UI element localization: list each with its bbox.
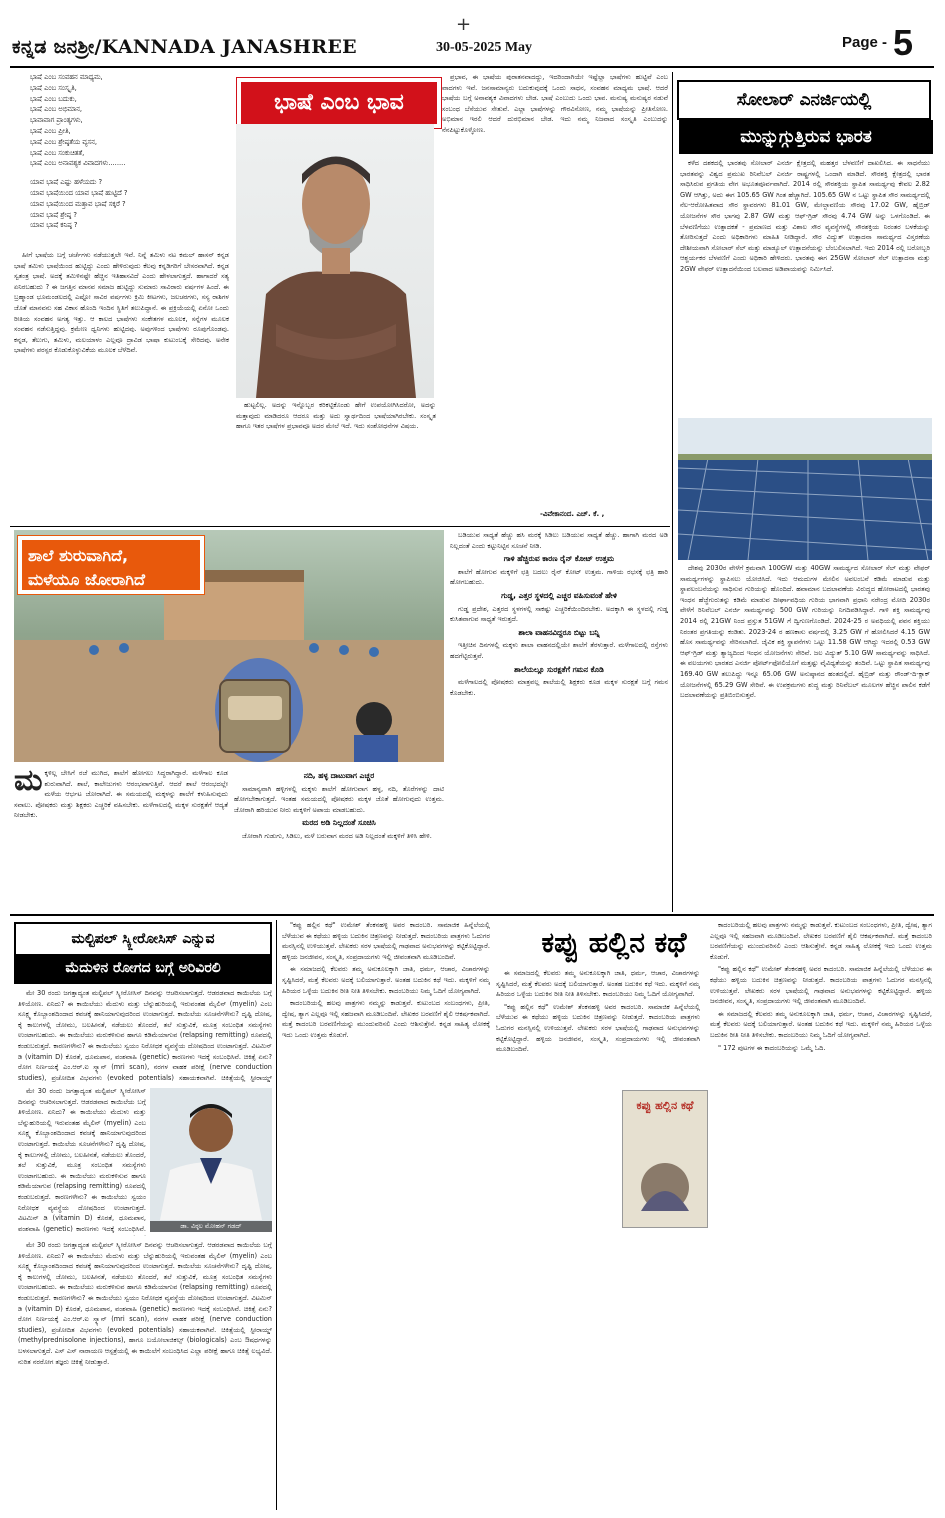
subheading: ಗಾಳಿ ಹೆಚ್ಚಿರುವ ಕಾರಣ ರೈನ್ ಕೋಟ್ ಉತ್ತಮ <box>503 554 615 564</box>
body-text: ಈ ಸಮಾಜದಲ್ಲಿ ಕೆಲವರು ತಮ್ಮ ಅನುಕೂಲಕ್ಕಾಗಿ ಜಾತಿ, ಧರ್ಮ, ಆಚಾರ, ವಿಚಾರಗಳನ್ನು ಸೃಷ್ಟಿಸಿದರೆ, ಮತ್ತೆ ಕೆಲವರು ಅದಕ್ಕೆ ಬಲಿಯಾಗುತ್ತಾರೆ. ಅಂತಹ ಬದುಕಿನ ಕಥೆ ಇದು. ಮಕ್ಕಳಿಗೆ ನಮ್ಮ ಹಿರಿಯರ ಒಳ್ಳೆಯ ಬದುಕಿನ ರೀತಿ ನೀತಿ ತಿಳಿಸಬೇಕು. ಕಾದಂಬರಿಯು ನಿಮ್ಮ ಓದಿಗೆ ಯೋಗ್ಯವಾಗಿದೆ. <box>496 969 700 999</box>
headline-line: ಮೆದುಳಿನ ರೋಗದ ಬಗ್ಗೆ ಅರಿವಿರಲಿ <box>16 954 270 982</box>
poem <box>30 72 230 242</box>
body-text: ಮೇ 30 ರಂದು ಜಗತ್ತಾದ್ಯಂತ ಮಲ್ಟಿಪಲ್ ಸ್ಕ್ಲೀರೋಸಿಸ್ ದಿನವನ್ನು ಆಚರಿಸಲಾಗುತ್ತದೆ. ಆಡರಡವಾದ ಕಾಯಿಲೆಯ ಬಗ್ಗೆ ತಿಳಿಯೋಣ. ಏನಿದು? ಈ ಕಾಯಿಲೆಯು ಮೆದುಳು ಮತ್ತು ಬೆನ್ನುಹುರಿಯಲ್ಲಿ ಇರುವಂತಹ ಮೈಲಿನ್ (myelin) ಎಂಬ ಸೂಕ್ಷ್ಮ ಕೊಬ್ಬಾಂಶದಿಂದಾದ ಕವಚಕ್ಕೆ ಹಾನಿಯಾಗುವುದರಿಂದ ಉಂಟಾಗುತ್ತದೆ. ಕಾಯಿಲೆಯ ಸೂಚನೆಗಳೇನು? ದೃಷ್ಟಿ ದೋಷ, ಕೈ ಕಾಲುಗಳಲ್ಲಿ ಜೋಮು, ಬಲಹೀನತೆ, ನಡೆಯಲು ತೊಂದರೆ, ತಲೆ ಸುತ್ತುವಿಕೆ, ಮೂತ್ರ ಸಂಬಂಧಿತ ಸಮಸ್ಯೆಗಳು ಉಂಟಾಗಬಹುದು. ಈ ಕಾಯಿಲೆಯು ಮರುಕಳಿಸುವ ಹಾಗೂ ಕಡಿಮೆಯಾಗುವ (relapsing remitting) ರೂಪದಲ್ಲಿ ಕಂಡುಬರುತ್ತದೆ. ಕಾರಣಗಳೇನು? ಈ ಕಾಯಿಲೆಯು ಸ್ವಯಂ ನಿರೋಧಕ ವ್ಯವಸ್ಥೆಯ ದೋಷದಿಂದ ಉಂಟಾಗುತ್ತದೆ. ವಿಟಮಿನ್ ಡಿ (vitamin D) ಕೊರತೆ, ಧೂಮಪಾನ, ವಂಶವಾಹಿ (genetic) ಕಾರಣಗಳು ಇದಕ್ಕೆ ಸಂಬಂಧಿಸಿವೆ. ಚಿಕಿತ್ಸೆ ಏನು? ರೋಗ ನಿರ್ಣಯಕ್ಕೆ ಎಂ.ಆರ್.ಐ ಸ್ಕ್ಯಾನ್ (mri scan), ನರಗಳ ವಾಹಕ ಪರೀಕ್ಷೆ (nerve conduction studies), ಪ್ರಚೋದಿತ ವಿಭವಗಳು (evoked potentials) ಸಹಾಯಕವಾಗಿವೆ. ಚಿಕಿತ್ಸೆಯಲ್ಲಿ ಸ್ಟೀರಾಯ್ಡ್ <box>18 989 272 1082</box>
body-text: ಬಡಿಯುವ ಸಾಧ್ಯತೆ ಹೆಚ್ಚು ಹಸಿ ಮರಕ್ಕೆ ಸಿಡಿಲು ಬಡಿಯುವ ಸಾಧ್ಯತೆ ಹೆಚ್ಚು. ಹಾಗಾಗಿ ಮರದ ಅಡಿ ನಿಲ್ಲದಂತೆ ಎಂದು ಕಟ್ಟುನಿಟ್ಟಿನ ಸೂಚನೆ ನೀಡಿ. <box>450 531 668 550</box>
school-rain-photo <box>14 530 444 762</box>
author-signature: -ವಿವೇಕಾನಂದ. ಎಚ್. ಕೆ. , <box>540 510 605 518</box>
body-text: ಗುಡ್ಡ ಪ್ರದೇಶ, ಎತ್ತರದ ಸ್ಥಳಗಳಲ್ಲಿ ಸಾಕಷ್ಟು ಎಚ್ಚರಿಕೆಯಿಂದಿರಬೇಕು. ಅದಕ್ಕಾಗಿ ಈ ಸ್ಥಳದಲ್ಲಿ ಗುಡ್ಡ ಕುಸಿತವಾಗುವ ಸಾಧ್ಯತೆ ಇರುತ್ತದೆ. <box>450 604 668 624</box>
headline-line: ಶಾಲೆ ಶುರುವಾಗಿದೆ, <box>28 546 129 565</box>
page-label: Page - <box>842 34 888 51</box>
poem-line: ಭಾಷೆ ಎಂಬ ಪ್ರೀತಿ, <box>30 126 71 135</box>
body-text: ಮೇ 30 ರಂದು ಜಗತ್ತಾದ್ಯಂತ ಮಲ್ಟಿಪಲ್ ಸ್ಕ್ಲೀರೋಸಿಸ್ ದಿನವನ್ನು ಆಚರಿಸಲಾಗುತ್ತದೆ. ಆಡರಡವಾದ ಕಾಯಿಲೆಯ ಬಗ್ಗೆ ತಿಳಿಯೋಣ. ಏನಿದು? ಈ ಕಾಯಿಲೆಯು ಮೆದುಳು ಮತ್ತು ಬೆನ್ನುಹುರಿಯಲ್ಲಿ ಇರುವಂತಹ ಮೈಲಿನ್ (myelin) ಎಂಬ ಸೂಕ್ಷ್ಮ ಕೊಬ್ಬಾಂಶದಿಂದಾದ ಕವಚಕ್ಕೆ ಹಾನಿಯಾಗುವುದರಿಂದ ಉಂಟಾಗುತ್ತದೆ. ಕಾಯಿಲೆಯ ಸೂಚನೆಗಳೇನು? ದೃಷ್ಟಿ ದೋಷ, ಕೈ ಕಾಲುಗಳಲ್ಲಿ ಜೋಮು, ಬಲಹೀನತೆ, ನಡೆಯಲು ತೊಂದರೆ, ತಲೆ ಸುತ್ತುವಿಕೆ, ಮೂತ್ರ ಸಂಬಂಧಿತ ಸಮಸ್ಯೆಗಳು ಉಂಟಾಗಬಹುದು. ಈ ಕಾಯಿಲೆಯು ಮರುಕಳಿಸುವ ಹಾಗೂ ಕಡಿಮೆಯಾಗುವ (relapsing remitting) ರೂಪದಲ್ಲಿ ಕಂಡುಬರುತ್ತದೆ. ಕಾರಣಗಳೇನು? ಈ ಕಾಯಿಲೆಯು ಸ್ವಯಂ ನಿರೋಧಕ ವ್ಯವಸ್ಥೆಯ ದೋಷದಿಂದ ಉಂಟಾಗುತ್ತದೆ. ವಿಟಮಿನ್ ಡಿ (vitamin D) ಕೊರತೆ, ಧೂಮಪಾನ, ವಂಶವಾಹಿ (genetic) ಕಾರಣಗಳು ಇದಕ್ಕೆ ಸಂಬಂಧಿಸಿವೆ. <box>18 1087 146 1233</box>
ms-body-bottom <box>18 1240 272 1508</box>
body-text: "ಕಪ್ಪು ಹಲ್ಲಿನ ಕಥೆ" ಉಮೇಶ್ ತೆಂಕನಹಳ್ಳಿ ಅವರ ಕಾದಂಬರಿ. ಸಾಮಾಜಿಕ ಹಿನ್ನೆಲೆಯಲ್ಲಿ ಬೆಳೆಯುವ ಈ ಕಥೆಯು ಹಳ್ಳಿಯ ಬದುಕಿನ ಚಿತ್ರಣವನ್ನು ನೀಡುತ್ತದೆ. ಕಾದಂಬರಿಯ ಪಾತ್ರಗಳು ಓದುಗರ ಮನಸ್ಸಿನಲ್ಲಿ ಉಳಿಯುತ್ತವೆ. ಲೇಖಕರು ಸರಳ ಭಾಷೆಯಲ್ಲಿ ಗಾಢವಾದ ಅನುಭವಗಳನ್ನು ಕಟ್ಟಿಕೊಟ್ಟಿದ್ದಾರೆ. ಹಳ್ಳಿಯ ಜನಜೀವನ, ಸಂಸ್ಕೃತಿ, ಸಂಪ್ರದಾಯಗಳು ಇಲ್ಲಿ ಜೀವಂತವಾಗಿ ಮೂಡಿಬಂದಿವೆ. <box>710 965 932 1006</box>
subheading: ಗುಡ್ಡ, ಎತ್ತರ ಸ್ಥಳದಲ್ಲಿ ಎಚ್ಚರ ವಹಿಸುವಂತೆ ಹೇಳಿ <box>501 590 617 600</box>
book-col3 <box>710 920 932 1508</box>
masthead <box>0 0 945 74</box>
doctor-photo <box>150 1088 272 1232</box>
language-headline <box>237 78 441 128</box>
body-text: "ಕಪ್ಪು ಹಲ್ಲಿನ ಕಥೆ" ಉಮೇಶ್ ತೆಂಕನಹಳ್ಳಿ ಅವರ ಕಾದಂಬರಿ. ಸಾಮಾಜಿಕ ಹಿನ್ನೆಲೆಯಲ್ಲಿ ಬೆಳೆಯುವ ಈ ಕಥೆಯು ಹಳ್ಳಿಯ ಬದುಕಿನ ಚಿತ್ರಣವನ್ನು ನೀಡುತ್ತದೆ. ಕಾದಂಬರಿಯ ಪಾತ್ರಗಳು ಓದುಗರ ಮನಸ್ಸಿನಲ್ಲಿ ಉಳಿಯುತ್ತವೆ. ಲೇಖಕರು ಸರಳ ಭಾಷೆಯಲ್ಲಿ ಗಾಢವಾದ ಅನುಭವಗಳನ್ನು ಕಟ್ಟಿಕೊಟ್ಟಿದ್ದಾರೆ. ಹಳ್ಳಿಯ ಜನಜೀವನ, ಸಂಸ್ಕೃತಿ, ಸಂಪ್ರದಾಯಗಳು ಇಲ್ಲಿ ಜೀವಂತವಾಗಿ ಮೂಡಿಬಂದಿವೆ. <box>496 1002 700 1054</box>
solar-panels-photo <box>678 418 932 560</box>
school-right-text <box>450 530 668 910</box>
poem-line: ಭಾವಾವಾಗ ಪ್ರಾಂತ್ಯಗಳು, <box>30 116 83 125</box>
body-text: ಈ ಸಮಾಜದಲ್ಲಿ ಕೆಲವರು ತಮ್ಮ ಅನುಕೂಲಕ್ಕಾಗಿ ಜಾತಿ, ಧರ್ಮ, ಆಚಾರ, ವಿಚಾರಗಳನ್ನು ಸೃಷ್ಟಿಸಿದರೆ, ಮತ್ತೆ ಕೆಲವರು ಅದಕ್ಕೆ ಬಲಿಯಾಗುತ್ತಾರೆ. ಅಂತಹ ಬದುಕಿನ ಕಥೆ ಇದು. ಮಕ್ಕಳಿಗೆ ನಮ್ಮ ಹಿರಿಯರ ಒಳ್ಳೆಯ ಬದುಕಿನ ರೀತಿ ನೀತಿ ತಿಳಿಸಬೇಕು. ಕಾದಂಬರಿಯು ನಿಮ್ಮ ಓದಿಗೆ ಯೋಗ್ಯವಾಗಿದೆ. <box>710 1009 932 1039</box>
body-text: ಜೋರಾಗಿ ಗುಡುಗು, ಸಿಡಿಲು, ಮಳೆ ಬರುವಾಗ ಮರದ ಅಡಿ ನಿಲ್ಲದಂತೆ ಮಕ್ಕಳಿಗೆ ತಿಳಿಸಿ ಹೇಳಿ. <box>242 831 432 840</box>
section-divider <box>10 914 934 916</box>
poem-line: ಯಾವ ಭಾಷೆಯಿಂದ ಮತ್ತಾವ ಭಾಷೆ ಸಕ್ಕರೆ ? <box>30 199 126 208</box>
body-text: ದೇಶವು 2030ರ ವೇಳೆಗೆ ಕ್ರಮವಾಗಿ 100GW ಮತ್ತು 40GW ಸಾಮರ್ಥ್ಯದ ಸೋಲಾರ್ ಸೆಲ್ ಮತ್ತು ವೇಫರ್ ಸಾಮರ್ಥ್ಯಗಳನ್ನು ಸ್ಥಾಪಿಸಲು ಯೋಜಿಸಿದೆ. ಇದು ಆಮದುಗಳ ಮೇಲಿನ ಅವಲಂಬನೆ ಕಡಿಮೆ ಮಾಡುವ ಮತ್ತು ಸ್ಥಾಪಲಂಬನೆಯನ್ನು ಸಾಧಿಸುವ ಗುರಿಯನ್ನು ಹೊಂದಿದೆ. ಹವಾಮಾನ ಬದಲಾವಣೆಯ ವಿರುದ್ಧದ ಹೋರಾಟದಲ್ಲಿ ಭಾರತವು ಇಂಧನ ಹೆಜ್ಜೆಗುರುತನ್ನು ಕಡಿಮೆ ಮಾಡುವ ದೀರ್ಘಾವಧಿಯ ಗುರಿಯ ಭಾಗವಾಗಿ ಪ್ರಧಾನಿ ನರೇಂದ್ರ ಮೋದಿ 2030ರ ವೇಳೆಗೆ ರಿನಿವೆಬಲ್ ಎನರ್ಜಿ ಸಾಮರ್ಥ್ಯವನ್ನು 500 GW ಗುರಿಯನ್ನು ನಿಗದಿಪಡಿಸಿದ್ದಾರೆ. ಗಾಳಿ ಶಕ್ತಿ ಸಾಮರ್ಥ್ಯವು 2014 ರಲ್ಲಿ 21GW ನಿಂದ ಪ್ರಸ್ತುತ 51GW ಗೆ ದ್ವಿಗುಣಗೊಂಡಿದೆ. 2024-25 ರ ಅವಧಿಯಲ್ಲಿ ಪವನ ಶಕ್ತಿಯು ನಿರಂತರ ಪ್ರಗತಿಯನ್ನು ಕಂಡಿತು. 2023-24 ರ ಹಣಕಾಸು ವರ್ಷದಲ್ಲಿ 3.25 GW ಗೆ ಹೋಲಿಸಿದರೆ 4.15 GW ಹೊಸ ಸಾಮರ್ಥ್ಯವನ್ನು ಸೇರಿಸಲಾಗಿದೆ. ಜೈವಿಕ ಶಕ್ತಿ ಸ್ಥಾಪನೆಗಳು ಒಟ್ಟು 11.58 GW ಆಗಿದ್ದು ಇದರಲ್ಲಿ 0.53 GW ಆಫ್-ಗ್ರಿಡ್ ಮತ್ತು ತ್ಯಾಜ್ಯದಿಂದ ಇಂಧನ ಯೋಜನೆಗಳು ಸೇರಿವೆ. ಜಲ ವಿದ್ಯುತ್ 5.10 GW ಸಾಮರ್ಥ್ಯವನ್ನು ಸಾಧಿಸಿದೆ. ಈ ವಲಯಗಳು ಭಾರತದ ಎನರ್ಜಿ ಪೋರ್ಟ್‌ಫೋಲಿಯೊಗೆ ಮತ್ತಷ್ಟು ವೈವಿಧ್ಯತೆಯನ್ನು ತಂದಿವೆ. ಒಟ್ಟು ಸ್ಥಾಪಿತ ಸಾಮರ್ಥ್ಯವು 169.40 GW ತಲುಪಿದ್ದು ಇನ್ನೂ 65.06 GW ಅನುಷ್ಠಾನದ ಹಂತದಲ್ಲಿದೆ. ಹೈಬ್ರಿಡ್ ಮತ್ತು ರೌಂಡ್-ದಿ-ಕ್ಲಾಕ್ ಯೋಜನೆಗಳಲ್ಲಿ 65.29 GW ಸೇರಿವೆ. ಈ ಉಪಕ್ರಮಗಳು ಶುದ್ಧ ಮತ್ತು ರಿನಿವೆಬಲ್ ಮೂಲಗಳ ಹೆಚ್ಚಿನ ಪಾಲಿನ ಕಡೆಗೆ ಬದಲಾವಣೆಯನ್ನು ಪ್ರತಿಬಿಂಬಿಸುತ್ತವೆ. <box>680 564 930 700</box>
page-number: 5 <box>893 22 914 63</box>
body-text: ಕಳೆದ ದಶಕದಲ್ಲಿ ಭಾರತವು ಸೋಲಾರ್ ಎನರ್ಜಿ ಕ್ಷೇತ್ರದಲ್ಲಿ ಮಹತ್ತರ ಬೆಳವಣಿಗೆ ದಾಖಲಿಸಿದ. ಈ ಸಾಧನೆಯು ಭಾರತವನ್ನು ವಿಶ್ವದ ಪ್ರಮುಖ ರಿನಿವೆಬಲ್ ಎನರ್ಜಿ ರಾಷ್ಟ್ರಗಳಲ್ಲಿ ಒಂದಾಗಿ ಮಾಡಿದೆ. ಸೌರಶಕ್ತಿ ಕ್ಷೇತ್ರದಲ್ಲಿ ಭಾರತ ಸಾಧಿಸಿರುವ ಪ್ರಗತಿಯ ವೇಗ ಅಭೂತಪೂರ್ವವಾಗಿದೆ. 2014 ರಲ್ಲಿ ಸೌರಶಕ್ತಿಯ ಸ್ಥಾಪಿತ ಸಾಮರ್ಥ್ಯವು ಕೇವಲ 2.82 GW ಆಗಿತ್ತು, ಅದು ಈಗ 105.65 GW ಗಿಂತ ಹೆಚ್ಚಾಗಿದೆ. 105.65 GW ನ ಒಟ್ಟು ಸ್ಥಾಪಿತ ಸೌರ ಸಾಮರ್ಥ್ಯದಲ್ಲಿ ನೆಲ-ಆರೋಹಿತವಾದ ಸೌರ ಸ್ಥಾವರಗಳು 81.01 GW, ಮೇಲ್ಛಾವಣಿಯ ಸೌರವು 17.02 GW, ಹೈಬ್ರಿಡ್ ಯೋಜನೆಗಳ ಸೌರ ಭಾಗವು 2.87 GW ಮತ್ತು ಆಫ್-ಗ್ರಿಡ್ ಸೌರವು 4.74 GW ಅನ್ನು ಒಳಗೊಂಡಿದೆ. ಈ ಬೆಳವಣಿಗೆಯು ಉತ್ಪಾದಕತೆ - ಪ್ರಮಾಣದ ಮತ್ತು ವಿಶಾಲ ಸೌರ ವ್ಯವಸ್ಥೆಗಳಲ್ಲಿ ಸೌರಶಕ್ತಿಯ ನಿರಂತರ ಬಳಕೆಯನ್ನು ತೋರಿಸುತ್ತದೆ ಎಂದು ಅಧಿಕಾರಿಗಳು ಮಾಹಿತಿ ನೀಡಿದ್ದಾರೆ. ಸೌರ ವಿದ್ಯುತ್ ಉತ್ಪಾದನಾ ಸಾಮರ್ಥ್ಯದ ವಿಸ್ತರಣೆಯ ದೇಶೀಯವಾಗಿ ಸೋಲಾರ್ ಸೆಲ್ ಮತ್ತು ಮಾಡ್ಯೂಲ್ ಉತ್ಪಾದನೆಯನ್ನು ಬೆಂಬಲಿಸಲಾಗಿದೆ. ಇದು 2014 ರಲ್ಲಿ ಬರೋಬ್ಬರಿ ಆಶ್ಚರ್ಯಕರ ಬೆಳವಣಿಗೆ ಎಂದು ಅಧಿಕಾರಿ ಹೇಳಿದರು. ಭಾರತವು ಈಗ 25GW ಸೋಲಾರ್ ಸೆಲ್ ಉತ್ಪಾದನಾ ಮತ್ತು 2GW ವೇಫರ್ ಉತ್ಪಾದನೆಯಿಂದ ಬಲವಾದ ಅಡಿಪಾಯವನ್ನು ನಿರ್ಮಿಸಿದೆ. <box>680 159 930 273</box>
body-text: ಸಾಮಾನ್ಯವಾಗಿ ಹಳ್ಳಿಗಳಲ್ಲಿ ಮಕ್ಕಳು ಶಾಲೆಗೆ ಹೋಗುವಾಗ ಹಳ್ಳ, ನದಿ, ತೊರೆಗಳನ್ನು ದಾಟಿ ಹೋಗಬೇಕಾಗುತ್ತದೆ. ಇಂತಹ ಸಮಯದಲ್ಲಿ ಪೋಷಕರು ಮಕ್ಕಳ ಜೊತೆ ಹೋಗುವುದು ಉತ್ತಮ. ಜೋರಾಗಿ ಹರಿಯುವ ನೀರು ಮಕ್ಕಳಿಗೆ ಅಪಾಯ ಮಾಡಬಹುದು. <box>234 784 444 814</box>
body-text: ಕ್ಕಳಿಲ್ಲ ಬೇಸಿಗೆ ರಜೆ ಮುಗಿದ, ಶಾಲೆಗೆ ಹೋಗಲು ಸಿದ್ಧರಾಗಿದ್ದಾರೆ. ಮಳೆಗಾಲ ಕೂಡ ಶುರುವಾಗಿದೆ. ಶಾಲೆ, ಕಾಲೇಜುಗಳು ಆರಂಭವಾಗುತ್ತಿವೆ. ಆದರೆ ಶಾಲೆ ಆರಂಭದಲ್ಲೇ ಮಳೆಯ ಆರ್ಭಟ ಜೋರಾಗಿದೆ. ಈ ಸಮಯದಲ್ಲಿ ಮಕ್ಕಳನ್ನು ಶಾಲೆಗೆ ಕಳುಹಿಸುವುದು ಸವಾಲು. ಪೋಷಕರು ಮತ್ತು ಶಿಕ್ಷಕರು ಎಚ್ಚರಿಕೆ ವಹಿಸಬೇಕು. ಮಳೆಗಾಲದಲ್ಲಿ ಮಕ್ಕಳ ಸುರಕ್ಷತೆಗೆ ಆದ್ಯತೆ ನೀಡಬೇಕು. <box>14 769 228 820</box>
issue-date: 30-05-2025 May <box>436 40 533 55</box>
poem-line: ಭಾಷೆ ಎಂಬ ಅಭಿಮಾನ, <box>30 105 83 114</box>
body-text: "ಕಪ್ಪು ಹಲ್ಲಿನ ಕಥೆ" ಉಮೇಶ್ ತೆಂಕನಹಳ್ಳಿ ಅವರ ಕಾದಂಬರಿ. ಸಾಮಾಜಿಕ ಹಿನ್ನೆಲೆಯಲ್ಲಿ ಬೆಳೆಯುವ ಈ ಕಥೆಯು ಹಳ್ಳಿಯ ಬದುಕಿನ ಚಿತ್ರಣವನ್ನು ನೀಡುತ್ತದೆ. ಕಾದಂಬರಿಯ ಪಾತ್ರಗಳು ಓದುಗರ ಮನಸ್ಸಿನಲ್ಲಿ ಉಳಿಯುತ್ತವೆ. ಲೇಖಕರು ಸರಳ ಭಾಷೆಯಲ್ಲಿ ಗಾಢವಾದ ಅನುಭವಗಳನ್ನು ಕಟ್ಟಿಕೊಟ್ಟಿದ್ದಾರೆ. ಹಳ್ಳಿಯ ಜನಜೀವನ, ಸಂಸ್ಕೃತಿ, ಸಂಪ್ರದಾಯಗಳು ಇಲ್ಲಿ ಜೀವಂತವಾಗಿ ಮೂಡಿಬಂದಿವೆ. <box>282 921 490 961</box>
poem-line: ಯಾವ ಭಾಷೆ ಕನಿಷ್ಠ ? <box>30 221 78 230</box>
poem-line: ಭಾಷೆ ಎಂಬ ಅನಾವಶ್ಯಕ ವಿವಾದಗಳು........ <box>30 159 126 168</box>
body-text: ಕಾದಂಬರಿಯಲ್ಲಿ ಹಲವು ಪಾತ್ರಗಳು ನಮ್ಮನ್ನು ಕಾಡುತ್ತವೆ. ಕುಟುಂಬದ ಸಂಬಂಧಗಳು, ಪ್ರೀತಿ, ದ್ವೇಷ, ತ್ಯಾಗ ಎಲ್ಲವೂ ಇಲ್ಲಿ ಸಹಜವಾಗಿ ಮೂಡಿಬಂದಿವೆ. ಲೇಖಕರ ಬರವಣಿಗೆ ಶೈಲಿ ಆಕರ್ಷಕವಾಗಿದೆ. ಮತ್ತೆ ಕಾದಂಬರಿ ಬರವಣಿಗೆಯನ್ನು ಮುಂದುವರಿಸಲಿ ಎಂದು ಆಶಿಸುತ್ತೇನೆ. ಕನ್ನಡ ಸಾಹಿತ್ಯ ಲೋಕಕ್ಕೆ ಇದು ಒಂದು ಉತ್ತಮ ಕೊಡುಗೆ. <box>710 921 932 961</box>
portrait-illustration <box>236 124 434 398</box>
article-language-col1 <box>14 250 229 522</box>
poem-line: ಭಾಷೆ ಎಂಬ ಸಂಕುಚಿತತೆ, <box>30 148 85 157</box>
masthead-rule <box>10 66 934 68</box>
body-text: ಕಾದಂಬರಿಯಲ್ಲಿ ಹಲವು ಪಾತ್ರಗಳು ನಮ್ಮನ್ನು ಕಾಡುತ್ತವೆ. ಕುಟುಂಬದ ಸಂಬಂಧಗಳು, ಪ್ರೀತಿ, ದ್ವೇಷ, ತ್ಯಾಗ ಎಲ್ಲವೂ ಇಲ್ಲಿ ಸಹಜವಾಗಿ ಮೂಡಿಬಂದಿವೆ. ಲೇಖಕರ ಬರವಣಿಗೆ ಶೈಲಿ ಆಕರ್ಷಕವಾಗಿದೆ. ಮತ್ತೆ ಕಾದಂಬರಿ ಬರವಣಿಗೆಯನ್ನು ಮುಂದುವರಿಸಲಿ ಎಂದು ಆಶಿಸುತ್ತೇನೆ. ಕನ್ನಡ ಸಾಹಿತ್ಯ ಲೋಕಕ್ಕೆ ಇದು ಒಂದು ಉತ್ತಮ ಕೊಡುಗೆ. <box>282 999 490 1039</box>
solar-panel-illustration <box>678 418 932 560</box>
article-language-col2 <box>236 400 436 525</box>
solar-body-bottom <box>680 563 930 908</box>
poem-line: ಯಾವ ಭಾಷೆ ಶ್ರೇಷ್ಠ ? <box>30 210 77 219</box>
book-col2 <box>496 968 700 1508</box>
body-text: ಹೀಗೆ ಭಾಷೆಯ ಬಗ್ಗೆ ಚರ್ಚೆಗಳು ನಡೆಯುತ್ತಲೇ ಇವೆ. ನಿನ್ನೆ ತಮಿಳು ನಟ ಕಮಲ್ ಹಾಸನ್ ಕನ್ನಡ ಭಾಷೆ ತಮಿಳು ಭಾಷೆಯಿಂದ ಹುಟ್ಟಿದ್ದು ಎಂದು ಹೇಳಿರುವುದು ಕೆಲವು ಕನ್ನಡಿಗರಿಗೆ ಬೇಸರವಾಗಿದೆ. ಕನ್ನಡ ಸ್ವತಂತ್ರ ಭಾಷೆ. ಅದಕ್ಕೆ ತಮಿಳಿನಷ್ಟೇ ಹೆಚ್ಚಿನ ಇತಿಹಾಸವಿದೆ ಎಂದು ಹೇಳಲಾಗುತ್ತದೆ. ಹಾಗಾದರೆ ಸತ್ಯ ಏನಿರಬಹುದು ? ಈ ಜಗತ್ತಿನ ಮಾನವ ಸಮಾಜ ಹುಟ್ಟಿದ್ದು ಸುಮಾರು ಸಾವಿರಾರು ವರ್ಷಗಳ ಹಿಂದೆ. ಈ ಬ್ರಹ್ಮಾಂಡ ಭೂಮಂಡಲದಲ್ಲಿ ಎಷ್ಟೋ ಸಾವಿರ ವರ್ಷಗಳು ಕ್ರಿಮಿ ಕೀಟಗಳು, ಜಲಚರಗಳು, ಸಸ್ಯ ರಾಶಿಗಳ ಜೊತೆ ಮಾನವನು ಸಹ ವಿಕಾಸ ಹೊಂದಿ ಇಂದಿನ ಸ್ಥಿತಿಗೆ ತಲುಪಿದ್ದಾನೆ. ಈ ಪ್ರಕ್ರಿಯೆಯಲ್ಲಿ ಏನೋ ಒಂದು ರೀತಿಯ ಸಂವಹನ ಅಗತ್ಯ ಇತ್ತು. ಆ ಕಾಲದ ಭಾಷೆಗಳು ಸಂಕೇತಗಳ ಮೂಲಕ, ಸನ್ನೆಗಳ ಮೂಲಕ ಸಂವಹನ ನಡೆಸುತ್ತಿದ್ದವು. ಕ್ರಮೇಣ ಧ್ವನಿಗಳು ಹುಟ್ಟಿದವು. ಅವುಗಳಿಂದ ಭಾಷೆಗಳು ರೂಪುಗೊಂಡವು. ಕನ್ನಡ, ತೆಲುಗು, ತಮಿಳು, ಮಲಯಾಳಂ ಎಲ್ಲವೂ ದ್ರಾವಿಡ ಭಾಷಾ ಕುಟುಂಬಕ್ಕೆ ಸೇರಿದವು. ಅನೇಕ ಭಾಷೆಗಳು ಪರಸ್ಪರ ಕೊಡುಕೊಳ್ಳುವಿಕೆಯ ಮೂಲಕ ಬೆಳೆದಿವೆ. <box>14 251 229 355</box>
poem-line: ಯಾವ ಭಾಷೆಯಿಂದ ಯಾವ ಭಾಷೆ ಹುಟ್ಟಿದೆ ? <box>30 188 128 197</box>
doctor-illustration <box>150 1088 272 1220</box>
solar-headline-line1 <box>679 82 929 118</box>
ms-headline-box <box>14 922 272 984</box>
headline-text: ಮುನ್ನುಗ್ಗುತ್ತಿರುವ ಭಾರತ <box>740 127 872 147</box>
school-mid-text <box>234 768 444 910</box>
poem-line: ಯಾವ ಭಾಷೆ ಎಷ್ಟು ಹಳೆಯದು ? <box>30 178 103 187</box>
registration-mark: + <box>456 14 472 35</box>
column-divider <box>672 72 673 912</box>
body-text: ಶಾಲೆಗೆ ಹೋಗುವ ಮಕ್ಕಳಿಗೆ ಛತ್ರಿ ಬದಲು ರೈನ್ ಕೋಟ್ ಉತ್ತಮ. ಗಾಳಿಯ ರಭಸಕ್ಕೆ ಛತ್ರಿ ಹಾರಿ ಹೋಗಬಹುದು. <box>450 567 668 587</box>
solar-body-top <box>680 158 930 414</box>
portrait-photo <box>236 124 434 398</box>
book-headline: ಕಪ್ಪು ಹಲ್ಲಿನ ಕಥೆ <box>541 926 687 959</box>
headline-text: ಭಾಷೆ ಎಂಬ ಭಾವ <box>274 90 404 115</box>
ms-body-top <box>18 988 272 1082</box>
section-divider <box>10 526 670 527</box>
headline-line: ಮಳೆಯೂ ಜೋರಾಗಿದೆ <box>28 570 145 589</box>
poem-line: ಭಾಷೆ ಎಂಬ ಸಂಸ್ಕೃತಿ, <box>30 83 77 92</box>
headline-line: ಮಲ್ಟಿಪಲ್ ಸ್ಕ್ಲೀರೋಸಿಸ್ ಎನ್ನುವ <box>71 931 215 947</box>
school-headline <box>18 536 204 594</box>
book-cover-title: ಕಪ್ಪು ಹಲ್ಲಿನ ಕಥೆ <box>636 1099 694 1112</box>
body-text: ಪ್ರಭಾವ, ಈ ಭಾಷೆಯ ಪುರಾತನವಾದದ್ದು, ಇದರಿಂದಾಗಿಯೇ ಇಷ್ಟೆಲ್ಲಾ ಭಾಷೆಗಳು ಹುಟ್ಟಿವೆ ಎಂಬ ವಾದಗಳು ಇವೆ. ಜನಸಾಮಾನ್ಯರು ಬದುಕುವುದಕ್ಕೆ ಒಂದು ಸಾಧನ, ಸಂವಹನ ಮಾಧ್ಯಮ ಭಾಷೆ. ಆದರೆ ಭಾಷೆಯ ಬಗ್ಗೆ ಅನಾವಶ್ಯಕ ವಿವಾದಗಳು ಬೇಡ. ಭಾಷೆ ಎಂಬುದು ಒಂದು ಭಾವ. ಮನುಷ್ಯ ಮನುಷ್ಯರ ನಡುವೆ ಸಂಬಂಧ ಬೆಸೆಯುವ ಸೇತುವೆ. ಎಲ್ಲಾ ಭಾಷೆಗಳನ್ನು ಗೌರವಿಸೋಣ, ನಮ್ಮ ಭಾಷೆಯನ್ನು ಪ್ರೀತಿಸೋಣ. ಅಭಿಮಾನ ಇರಲಿ ಆದರೆ ದುರಭಿಮಾನ ಬೇಡ. ಇದು ನಮ್ಮ ನಿಜವಾದ ಸಂಸ್ಕೃತಿ ಎಂಬುದನ್ನು ನೆನಪಿಟ್ಟುಕೊಳ್ಳೋಣ. <box>442 73 668 134</box>
doctor-caption: ಡಾ. ವಿಠ್ಠಲ ಮೋಹನ್ ಗಡದ್ <box>150 1221 272 1232</box>
book-cover <box>622 1090 708 1228</box>
ms-body-left <box>18 1086 146 1236</box>
column-divider <box>276 920 277 1510</box>
poem-line: ಭಾಷೆ ಎಂಬ ಸಂವಹನ ಮಾಧ್ಯಮ, <box>30 73 103 81</box>
subheading: ನದಿ, ಹಳ್ಳ ದಾಟುವಾಗ ಎಚ್ಚರ <box>303 771 375 780</box>
body-text: ಇತ್ತೀಚಿನ ದಿನಗಳಲ್ಲಿ ಮಕ್ಕಳು ಶಾಲಾ ವಾಹನದಲ್ಲಿಯೇ ಶಾಲೆಗೆ ತೆರಳುತ್ತಾರೆ. ಮಳೆಗಾಲದಲ್ಲಿ ರಸ್ತೆಗಳು ಹದಗೆಟ್ಟಿರುತ್ತವೆ. <box>450 641 668 660</box>
body-text: ಈ ಸಮಾಜದಲ್ಲಿ ಕೆಲವರು ತಮ್ಮ ಅನುಕೂಲಕ್ಕಾಗಿ ಜಾತಿ, ಧರ್ಮ, ಆಚಾರ, ವಿಚಾರಗಳನ್ನು ಸೃಷ್ಟಿಸಿದರೆ, ಮತ್ತೆ ಕೆಲವರು ಅದಕ್ಕೆ ಬಲಿಯಾಗುತ್ತಾರೆ. ಅಂತಹ ಬದುಕಿನ ಕಥೆ ಇದು. ಮಕ್ಕಳಿಗೆ ನಮ್ಮ ಹಿರಿಯರ ಒಳ್ಳೆಯ ಬದುಕಿನ ರೀತಿ ನೀತಿ ತಿಳಿಸಬೇಕು. ಕಾದಂಬರಿಯು ನಿಮ್ಮ ಓದಿಗೆ ಯೋಗ್ಯವಾಗಿದೆ. <box>282 965 490 995</box>
solar-headline-line2 <box>679 120 933 154</box>
article-language-col3 <box>442 72 668 508</box>
body-text: ಹುಟ್ಟಲಿಲ್ಲ. ಅದನ್ನು ಇನ್ನೊಬ್ಬರ ಕರಿಕಟ್ಟಿಕೊಂಡು ಹೇಗೆ ಉಪಯೋಗಿಸಿದರೋ, ಅದನ್ನು ಮತ್ತಾವುದು ಮಾಡಿದರೂ ಆದರೂ ಮತ್ತು ಅದು ಸ್ವಾರ್ಥದಿಂದ ಭಾಷೆಯಾಗಿರಬೇಕು. ಸಂಸ್ಕೃತ ಹಾಗೂ ಇತರ ಭಾಷೆಗಳ ಪ್ರಭಾವವೂ ಅದರ ಮೇಲೆ ಇದೆ. ಇದು ಸಂಶೋಧನೆಗಳ ವಿಷಯ. <box>236 401 436 431</box>
body-text: " 172 ಪುಟಗಳ ಈ ಕಾದಂಬರಿಯನ್ನು ಒಮ್ಮೆ ಓದಿ. <box>718 1043 826 1052</box>
poem-line: ಭಾಷೆ ಎಂಬ ಶ್ರೇಷ್ಠತೆಯ ವ್ಯಸನ, <box>30 137 98 146</box>
poem-line: ಭಾಷೆ ಎಂಬ ಬದುಕು, <box>30 94 77 103</box>
school-lead-text <box>14 768 228 910</box>
book-col1 <box>282 920 490 1508</box>
subheading: ಶಾಲೆಯಲ್ಲೂ ಸುರಕ್ಷತೆಗೆ ಗಮನ ಕೊಡಿ <box>514 664 604 674</box>
body-text: ಮೇ 30 ರಂದು ಜಗತ್ತಾದ್ಯಂತ ಮಲ್ಟಿಪಲ್ ಸ್ಕ್ಲೀರೋಸಿಸ್ ದಿನವನ್ನು ಆಚರಿಸಲಾಗುತ್ತದೆ. ಆಡರಡವಾದ ಕಾಯಿಲೆಯ ಬಗ್ಗೆ ತಿಳಿಯೋಣ. ಏನಿದು? ಈ ಕಾಯಿಲೆಯು ಮೆದುಳು ಮತ್ತು ಬೆನ್ನುಹುರಿಯಲ್ಲಿ ಇರುವಂತಹ ಮೈಲಿನ್ (myelin) ಎಂಬ ಸೂಕ್ಷ್ಮ ಕೊಬ್ಬಾಂಶದಿಂದಾದ ಕವಚಕ್ಕೆ ಹಾನಿಯಾಗುವುದರಿಂದ ಉಂಟಾಗುತ್ತದೆ. ಕಾಯಿಲೆಯ ಸೂಚನೆಗಳೇನು? ದೃಷ್ಟಿ ದೋಷ, ಕೈ ಕಾಲುಗಳಲ್ಲಿ ಜೋಮು, ಬಲಹೀನತೆ, ನಡೆಯಲು ತೊಂದರೆ, ತಲೆ ಸುತ್ತುವಿಕೆ, ಮೂತ್ರ ಸಂಬಂಧಿತ ಸಮಸ್ಯೆಗಳು ಉಂಟಾಗಬಹುದು. ಈ ಕಾಯಿಲೆಯು ಮರುಕಳಿಸುವ ಹಾಗೂ ಕಡಿಮೆಯಾಗುವ (relapsing remitting) ರೂಪದಲ್ಲಿ ಕಂಡುಬರುತ್ತದೆ. ಕಾರಣಗಳೇನು? ಈ ಕಾಯಿಲೆಯು ಸ್ವಯಂ ನಿರೋಧಕ ವ್ಯವಸ್ಥೆಯ ದೋಷದಿಂದ ಉಂಟಾಗುತ್ತದೆ. ವಿಟಮಿನ್ ಡಿ (vitamin D) ಕೊರತೆ, ಧೂಮಪಾನ, ವಂಶವಾಹಿ (genetic) ಕಾರಣಗಳು ಇದಕ್ಕೆ ಸಂಬಂಧಿಸಿವೆ. ಚಿಕಿತ್ಸೆ ಏನು? ರೋಗ ನಿರ್ಣಯಕ್ಕೆ ಎಂ.ಆರ್.ಐ ಸ್ಕ್ಯಾನ್ (mri scan), ನರಗಳ ವಾಹಕ ಪರೀಕ್ಷೆ (nerve conduction studies), ಪ್ರಚೋದಿತ ವಿಭವಗಳು (evoked potentials) ಸಹಾಯಕವಾಗಿವೆ. ಚಿಕಿತ್ಸೆಯಲ್ಲಿ ಸ್ಟೀರಾಯ್ಡ್ (methylprednisolone injections), ಹಾಗೂ ಬಯೋಲಾಜಿಕಲ್ಸ್ (biologicals) ಎಂಬ ಔಷಧಗಳನ್ನು ಬಳಸಲಾಗುತ್ತದೆ. ಎಸ್ ಎಸ್ ನಾರಾಯಣ ಆಸ್ಪತ್ರೆಯಲ್ಲಿ ಈ ಕಾಯಿಲೆಗೆ ಸಂಬಂಧಿಸಿದ ಎಲ್ಲಾ ಪರೀಕ್ಷೆ ಹಾಗೂ ಚಿಕಿತ್ಸೆ ಲಭ್ಯವಿದೆ. ನುರಿತ ನರರೋಗ ತಜ್ಞರು ಚಿಕಿತ್ಸೆ ನೀಡುತ್ತಾರೆ. <box>18 1241 272 1366</box>
body-text: ಮಳೆಗಾಲದಲ್ಲಿ ಪೋಷಕರು ಮಾತ್ರವಲ್ಲ ಶಾಲೆಯಲ್ಲಿ ಶಿಕ್ಷಕರು ಕೂಡ ಮಕ್ಕಳ ಸುರಕ್ಷತೆ ಬಗ್ಗೆ ಗಮನ ಕೊಡಬೇಕು. <box>450 678 668 697</box>
dropcap: ಮ <box>14 768 43 798</box>
subheading: ಶಾಲಾ ವಾಹನವಿದ್ದರೂ ಬಿಟ್ಟು ಬನ್ನಿ <box>518 627 600 637</box>
headline-text: ಸೋಲಾರ್ ಎನರ್ಜಿಯಲ್ಲಿ <box>736 90 872 110</box>
newspaper-name: ಕನ್ನಡ ಜನಶ್ರೀ/KANNADA JANASHREE <box>12 36 357 58</box>
subheading: ಮರದ ಅಡಿ ನಿಲ್ಲದಂತೆ ಸೂಚಿಸಿ <box>302 818 376 828</box>
